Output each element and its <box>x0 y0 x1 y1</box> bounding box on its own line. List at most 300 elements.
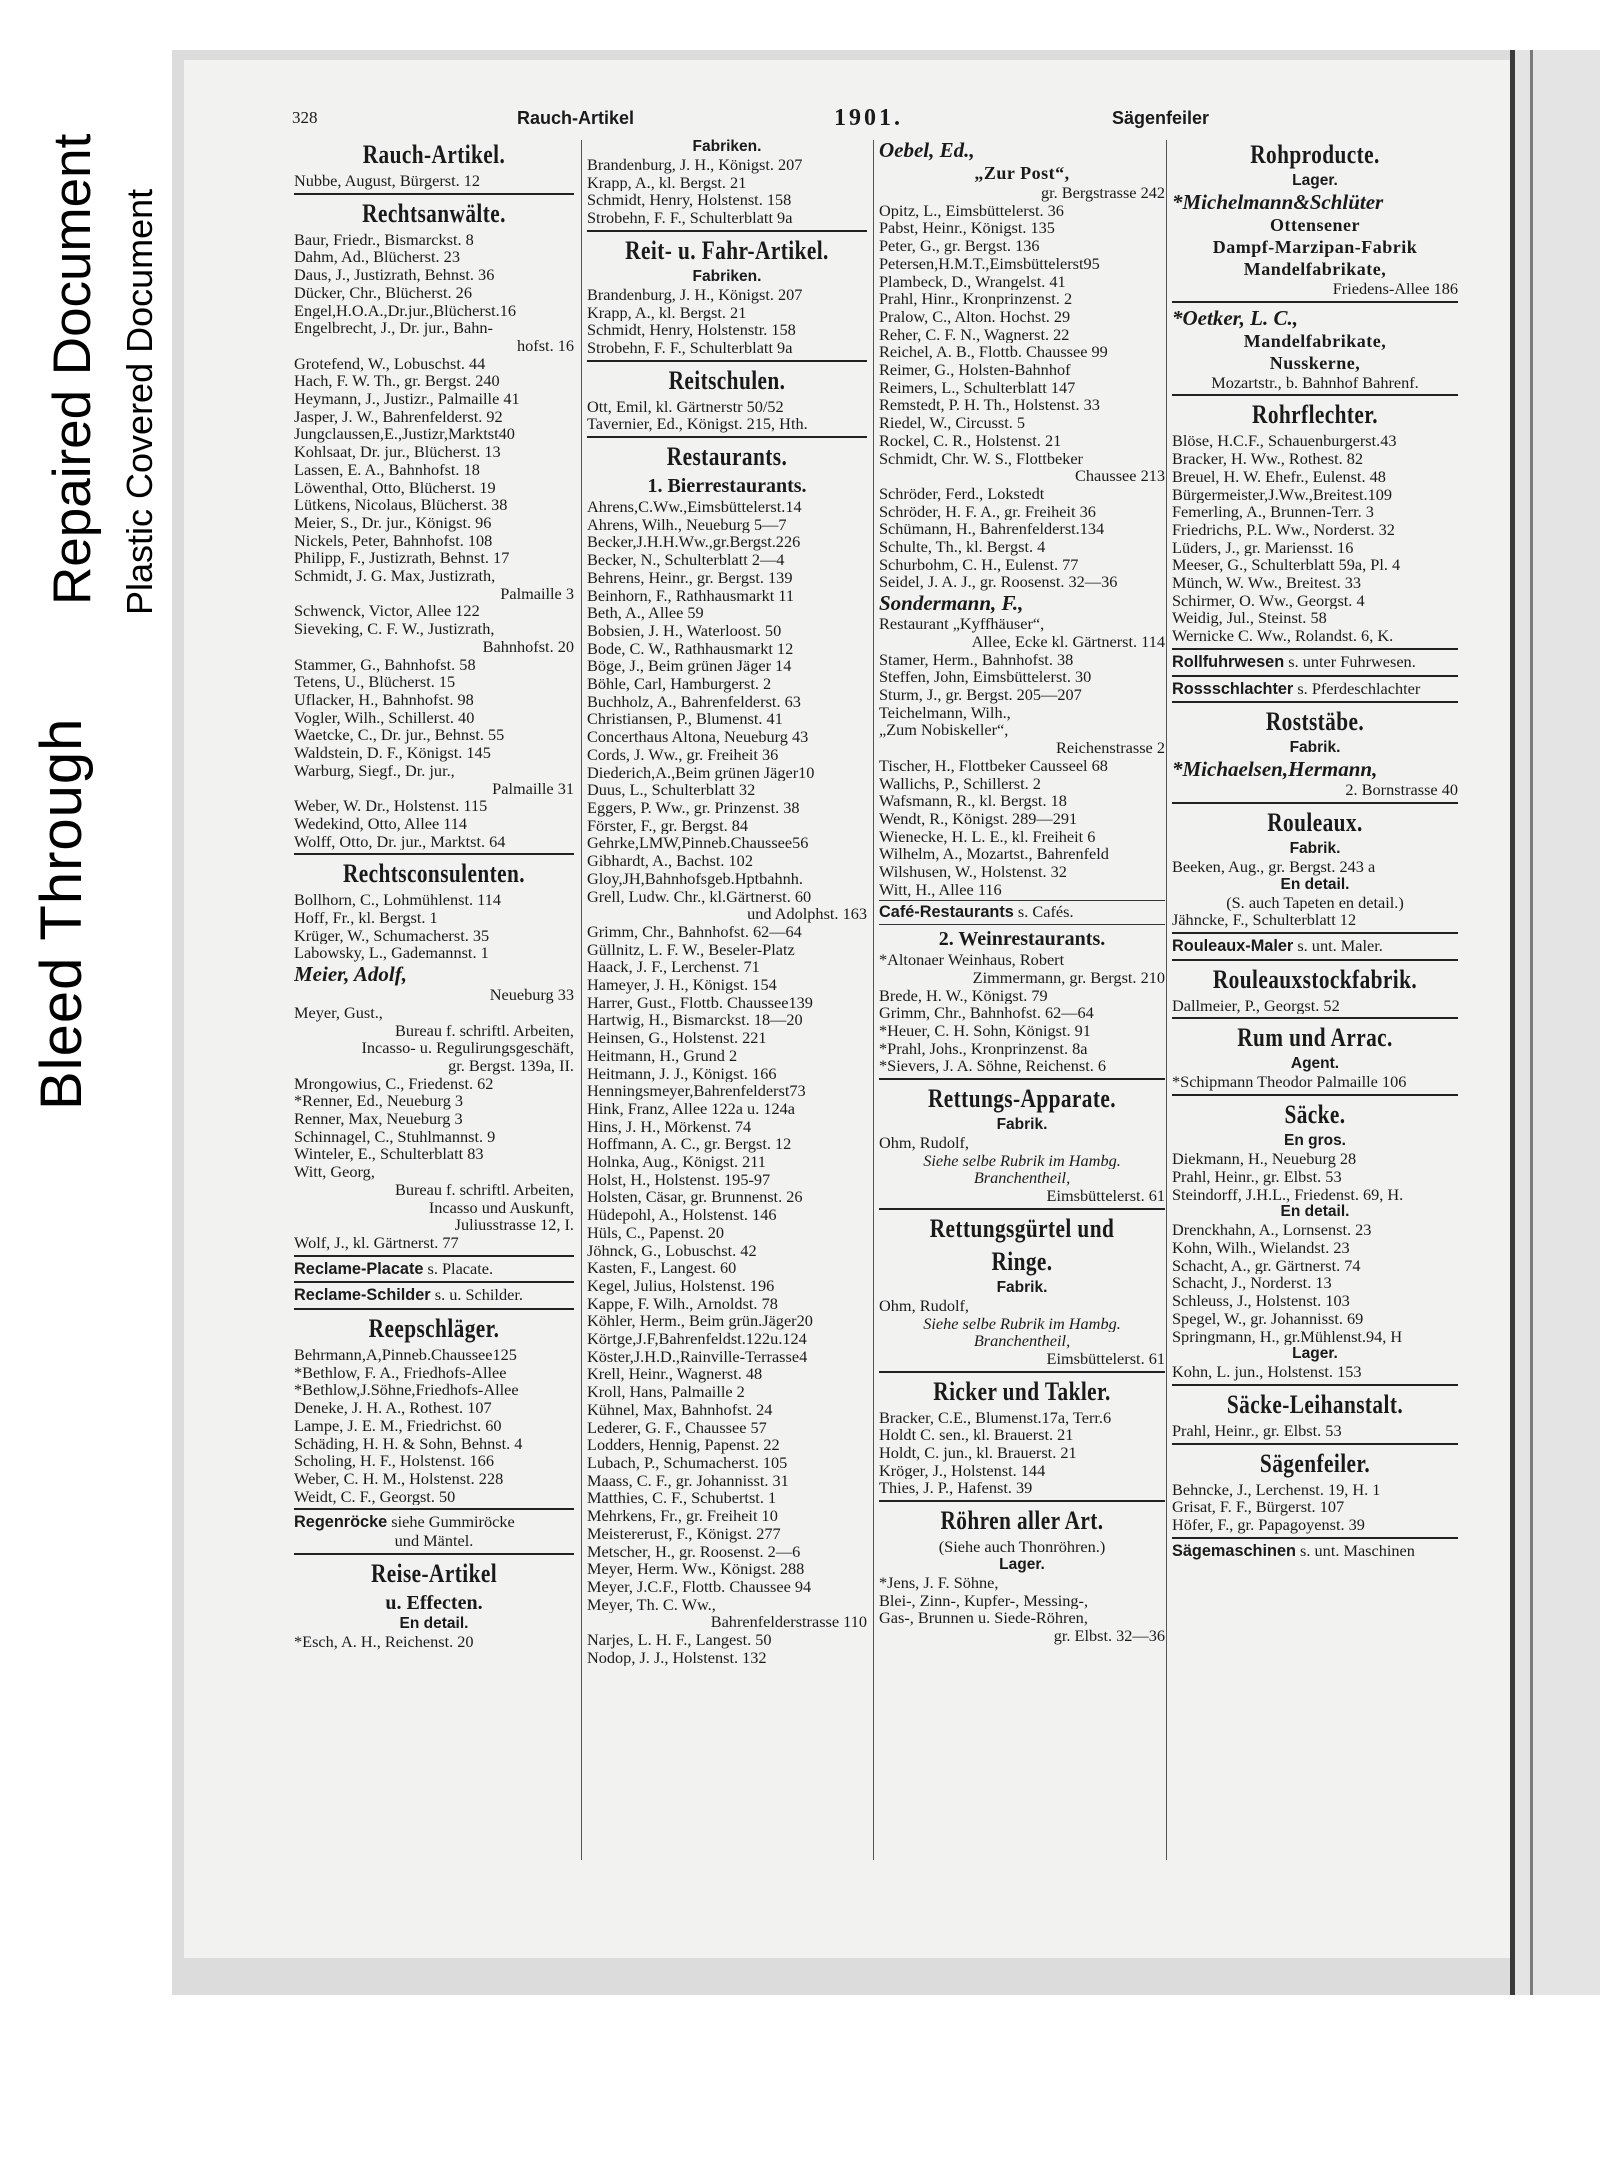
directory-entry: Matthies, C. F., Schubertst. 1 <box>587 1489 777 1508</box>
directory-entry: Krüger, W., Schumacherst. 35 <box>294 926 490 945</box>
directory-entry: Diekmann, H., Neueburg 28 <box>1172 1150 1357 1168</box>
entry-continuation: Reichenstrasse 2 <box>1056 739 1165 757</box>
section-heading: Säcke. <box>1284 1100 1346 1130</box>
centered-note: (Siehe auch Thonröhren.) <box>938 1538 1106 1556</box>
section-rule <box>587 360 867 362</box>
entry-continuation: Bureau f. schriftl. Arbeiten, <box>394 1180 574 1199</box>
directory-entry: Jöhnck, G., Lobuschst. 42 <box>587 1241 757 1260</box>
directory-entry: Grotefend, W., Lobuschst. 44 <box>294 354 486 373</box>
directory-entry: Grell, Ludw. Chr., kl.Gärtnerst. 60 <box>587 887 812 906</box>
directory-entry: Brandenburg, J. H., Königst. 207 <box>587 156 803 174</box>
directory-entry: Lampe, J. E. M., Friedrichst. 60 <box>294 1416 502 1435</box>
cross-reference <box>294 1286 574 1305</box>
section-rule <box>587 436 867 438</box>
entry-continuation: Zimmermann, gr. Bergst. 210 <box>972 968 1165 987</box>
subheading: Fabriken. <box>692 267 762 285</box>
directory-entry: Schröder, Ferd., Lokstedt <box>879 484 1045 503</box>
directory-entry: Sieveking, C. F. W., Justizrath, <box>294 620 495 638</box>
directory-entry: Witt, Georg, <box>294 1163 375 1181</box>
directory-entry: Blei-, Zinn-, Kupfer-, Messing-, <box>879 1591 1089 1610</box>
directory-entry: Bracker, C.E., Blumenst.17a, Terr.6 <box>879 1408 1112 1427</box>
featured-entry-line: Ottensener <box>1270 215 1360 235</box>
subheading: Fabrik. <box>1289 839 1341 857</box>
directory-entry: Drenckhahn, A., Lornsenst. 23 <box>1172 1221 1372 1239</box>
directory-entry: Kegel, Julius, Holstenst. 196 <box>587 1276 775 1295</box>
directory-entry: *Bethlow,J.Söhne,Friedhofs-Allee <box>294 1381 519 1400</box>
directory-entry: Jungclaussen,E.,Justizr,Marktst40 <box>294 425 515 444</box>
subheading: Fabrik. <box>996 1278 1048 1296</box>
directory-entry: Wafsmann, R., kl. Bergst. 18 <box>879 792 1067 810</box>
directory-entry: Seidel, J. A. J., gr. Roosenst. 32—36 <box>879 573 1118 592</box>
subheading: Fabriken. <box>692 138 762 155</box>
directory-entry: Narjes, L. H. F., Langest. 50 <box>587 1631 772 1649</box>
directory-entry: Diederich,A.,Beim grünen Jäger10 <box>587 763 815 782</box>
directory-entry: Köster,J.H.D.,Rainville-Terrasse4 <box>587 1347 808 1366</box>
directory-entry: *Renner, Ed., Neueburg 3 <box>294 1092 464 1111</box>
directory-entry: Beinhorn, F., Rathhausmarkt 11 <box>587 586 795 605</box>
featured-entry-name: *Oetker, L. C., <box>1172 305 1298 330</box>
page-edge <box>1510 50 1600 1995</box>
directory-entry: Weidt, C. F., Georgst. 50 <box>294 1487 456 1506</box>
directory-entry: Wedekind, Otto, Allee 114 <box>294 814 468 833</box>
section-heading: Rechtsanwälte. <box>362 198 506 228</box>
reference-term: Rossschlachter <box>1172 679 1294 698</box>
directory-entry: Lütkens, Nicolaus, Blücherst. 38 <box>294 496 508 514</box>
featured-entry-name: Meier, Adolf, <box>294 962 407 987</box>
directory-entry: Behrmann,A,Pinneb.Chaussee125 <box>294 1346 517 1364</box>
directory-entry: Stamer, Herm., Bahnhofst. 38 <box>879 650 1074 669</box>
reference-target: s. Placate. <box>423 1259 494 1278</box>
directory-entry: Breuel, H. W. Ehefr., Eulenst. 48 <box>1172 467 1386 486</box>
section-rule <box>294 1255 574 1257</box>
directory-entry: Hameyer, J. H., Königst. 154 <box>587 976 777 994</box>
directory-entry: Weber, C. H. M., Holstenst. 228 <box>294 1470 504 1488</box>
entry-continuation: gr. Elbst. 32—36 <box>1053 1627 1165 1645</box>
entry-continuation: Bahrenfelderstrasse 110 <box>710 1613 867 1632</box>
directory-entry: Becker,J.H.H.Ww.,gr.Bergst.226 <box>587 533 801 552</box>
directory-entry: Ahrens, Wilh., Neueburg 5—7 <box>587 515 787 534</box>
directory-entry: Grimm, Chr., Bahnhofst. 62—64 <box>587 922 802 941</box>
section-rule <box>1172 301 1458 303</box>
directory-entry: Böge, J., Beim grünen Jäger 14 <box>587 657 792 676</box>
directory-entry: Krell, Heinr., Wagnerst. 48 <box>587 1365 763 1384</box>
featured-entry-line: Dampf-Marzipan-Fabrik <box>1212 237 1418 257</box>
section-rule <box>1172 802 1458 804</box>
directory-entry: Reichel, A. B., Flottb. Chaussee 99 <box>879 343 1108 362</box>
section-rule <box>879 900 1165 901</box>
directory-entry: Henningsmeyer,Bahrenfelderst73 <box>587 1082 806 1100</box>
section-rule <box>879 1500 1165 1502</box>
section-heading: Ricker und Takler. <box>933 1376 1111 1406</box>
subheading: En detail. <box>1280 875 1350 893</box>
section-heading: Rum und Arrac. <box>1237 1023 1393 1053</box>
entry-continuation: Bureau f. schriftl. Arbeiten, <box>394 1021 574 1040</box>
directory-entry: Tischer, H., Flottbeker Causseel 68 <box>879 756 1108 775</box>
section-rule <box>587 230 867 232</box>
directory-entry: Wolff, Otto, Dr. jur., Marktst. 64 <box>294 832 506 851</box>
directory-entry: Haack, J. F., Lerchenst. 71 <box>587 958 760 977</box>
directory-entry: Schmidt, Chr. W. S., Flottbeker <box>879 449 1083 468</box>
directory-entry: Blöse, H.C.F., Schauenburgerst.43 <box>1172 432 1397 451</box>
section-heading: Restaurants. <box>666 442 788 472</box>
directory-entry: Engelbrecht, J., Dr. jur., Bahn- <box>294 319 493 337</box>
directory-entry: Wilhelm, A., Mozartst., Bahrenfeld <box>879 845 1109 864</box>
entry-continuation: und Adolphst. 163 <box>747 905 867 923</box>
directory-entry: Kohlsaat, Dr. jur., Blücherst. 13 <box>294 443 501 461</box>
directory-entry: Pralow, C., Alton. Hochst. 29 <box>879 307 1071 326</box>
directory-entry: Steffen, John, Eimsbüttelerst. 30 <box>879 668 1092 686</box>
column-rule <box>581 140 582 1860</box>
directory-entry: Hüdepohl, A., Holstenst. 146 <box>587 1206 777 1224</box>
cross-reference <box>294 1260 574 1279</box>
directory-entry: Mrongowius, C., Friedenst. 62 <box>294 1074 494 1093</box>
reference-target: s. unt. Maler. <box>1293 937 1383 956</box>
subheading: u. Effecten. <box>385 1591 483 1614</box>
directory-entry: Güllnitz, L. F. W., Beseler-Platz <box>587 940 795 959</box>
directory-entry: Stammer, G., Bahnhofst. 58 <box>294 655 476 674</box>
directory-entry: Lodders, Hennig, Papenst. 22 <box>587 1436 780 1454</box>
directory-entry: Kasten, F., Langest. 60 <box>587 1259 737 1277</box>
directory-entry: Nickels, Peter, Bahnhofst. 108 <box>294 531 493 550</box>
directory-entry: Plambeck, D., Wrangelst. 41 <box>879 272 1066 291</box>
directory-entry: Reher, C. F. N., Wagnerst. 22 <box>879 325 1070 344</box>
directory-entry: Wilshusen, W., Holstenst. 32 <box>879 863 1067 881</box>
section-rule <box>879 1371 1165 1373</box>
italic-note: Branchentheil, <box>973 1332 1071 1350</box>
directory-entry: Schirmer, O. Ww., Georgst. 4 <box>1172 591 1365 610</box>
directory-entry: Wendt, R., Königst. 289—291 <box>879 809 1078 828</box>
entry-continuation: Bahnhofst. 20 <box>482 637 574 656</box>
section-heading: Rauch-Artikel. <box>362 140 506 169</box>
directory-entry: Kohn, Wilh., Wielandst. 23 <box>1172 1238 1350 1257</box>
label-plastic-covered-document: Plastic Covered Document <box>119 188 160 615</box>
directory-entry: Schäding, H. H. & Sohn, Behnst. 4 <box>294 1434 523 1453</box>
directory-entry: Hins, J. H., Mörkenst. 74 <box>587 1117 752 1136</box>
directory-entry: Lederer, G. F., Chaussee 57 <box>587 1418 767 1437</box>
directory-entry: Lassen, E. A., Bahnhofst. 18 <box>294 460 480 479</box>
directory-entry: Harrer, Gust., Flottb. Chaussee139 <box>587 993 813 1012</box>
directory-entry: Schulte, Th., kl. Bergst. 4 <box>879 538 1046 556</box>
section-heading: Reit- u. Fahr-Artikel. <box>625 235 829 265</box>
directory-entry: Winteler, E., Schulterblatt 83 <box>294 1145 484 1164</box>
subheading: Lager. <box>999 1555 1045 1573</box>
directory-entry: *Sievers, J. A. Söhne, Reichenst. 6 <box>879 1057 1107 1076</box>
section-heading: Rohproducte. <box>1250 140 1380 169</box>
directory-entry: Schmidt, Henry, Holstenstr. 158 <box>587 321 796 339</box>
entry-continuation: Eimsbüttelerst. 61 <box>1046 1187 1165 1205</box>
directory-entry: *Altonaer Weinhaus, Robert <box>879 951 1065 969</box>
section-rule <box>1172 648 1458 650</box>
directory-entry: Restaurant „Kyffhäuser“, <box>879 615 1045 633</box>
side-label-strip <box>0 0 172 1995</box>
directory-entry: Opitz, L., Eimsbüttelerst. 36 <box>879 201 1064 220</box>
directory-entry: *Heuer, C. H. Sohn, Königst. 91 <box>879 1021 1091 1040</box>
reference-term: Café-Restaurants <box>879 903 1014 922</box>
directory-entry: *Jens, J. F. Söhne, <box>879 1573 999 1592</box>
cross-reference <box>1172 1542 1458 1561</box>
directory-entry: Holsten, Cäsar, gr. Brunnenst. 26 <box>587 1188 803 1207</box>
directory-entry: Hüls, C., Papenst. 20 <box>587 1223 725 1242</box>
directory-entry: Waldstein, D. F., Königst. 145 <box>294 744 491 762</box>
label-repaired-document: Repaired Document <box>43 133 102 605</box>
directory-entry: Ahrens,C.Ww.,Eimsbüttelerst.14 <box>587 498 802 516</box>
directory-entry: Grimm, Chr., Bahnhofst. 62—64 <box>879 1004 1094 1022</box>
directory-entry: Renner, Max, Neueburg 3 <box>294 1110 463 1128</box>
reference-target: s. Cafés. <box>1013 903 1074 922</box>
directory-entry: Kröger, J., Holstenst. 144 <box>879 1461 1046 1480</box>
directory-entry: Femerling, A., Brunnen-Terr. 3 <box>1172 503 1374 521</box>
section-rule <box>1172 701 1458 703</box>
entry-continuation: gr. Bergst. 139a, II. <box>448 1056 574 1075</box>
directory-entry: Behncke, J., Lerchenst. 19, H. 1 <box>1172 1480 1381 1499</box>
reference-term: Rollfuhrwesen <box>1172 652 1285 671</box>
reference-target: s. Pferdeschlachter <box>1293 679 1421 698</box>
section-rule <box>294 1308 574 1310</box>
directory-entry: *Esch, A. H., Reichenst. 20 <box>294 1632 474 1651</box>
section-heading: Rettungs-Apparate. <box>927 1084 1116 1114</box>
directory-entry: Gas-, Brunnen u. Siede-Röhren, <box>879 1609 1088 1627</box>
page-number: 328 <box>292 108 318 127</box>
reference-term: Regenröcke <box>294 1513 388 1532</box>
directory-entry: Schurbohm, C. H., Eulenst. 77 <box>879 555 1079 574</box>
directory-entry: Meyer, Herm. Ww., Königst. 288 <box>587 1560 805 1578</box>
section-rule <box>1172 1094 1458 1096</box>
directory-entry: Schümann, H., Bahrenfelderst.134 <box>879 520 1105 539</box>
directory-entry: Hink, Franz, Allee 122a u. 124a <box>587 1099 795 1118</box>
directory-entry: Metscher, H., gr. Roosenst. 2—6 <box>587 1542 801 1561</box>
directory-entry: Löwenthal, Otto, Blücherst. 19 <box>294 478 496 497</box>
featured-entry-line: Mandelfabrikate, <box>1243 330 1387 351</box>
directory-entry: Körtge,J.F,Bahrenfeldst.122u.124 <box>587 1330 807 1348</box>
reference-target: s. unter Fuhrwesen. <box>1284 652 1416 671</box>
section-heading: Reise-Artikel <box>370 1558 498 1588</box>
directory-entry: Daus, J., Justizrath, Behnst. 36 <box>294 266 495 284</box>
directory-entry: Thies, J. P., Hafenst. 39 <box>879 1479 1033 1498</box>
header-right-keyword: Sägenfeiler <box>1112 108 1210 128</box>
directory-entry: Hoff, Fr., kl. Bergst. 1 <box>294 909 438 927</box>
directory-entry: Schmidt, Henry, Holstenst. 158 <box>587 191 792 210</box>
section-heading: Rettungsgürtel und <box>929 1213 1115 1243</box>
directory-entry: Hoffmann, A. C., gr. Bergst. 12 <box>587 1135 792 1154</box>
directory-entry: Krapp, A., kl. Bergst. 21 <box>587 173 747 192</box>
reference-term: Sägemaschinen <box>1172 1541 1296 1560</box>
directory-entry: Pabst, Heinr., Königst. 135 <box>879 219 1055 238</box>
reference-term: Reclame-Placate <box>294 1259 424 1278</box>
directory-entry: Strobehn, F. F., Schulterblatt 9a <box>587 338 793 357</box>
section-heading: Roststäbe. <box>1265 707 1365 737</box>
directory-entry: Kohn, L. jun., Holstenst. 153 <box>1172 1363 1362 1381</box>
directory-entry: Hartwig, H., Bismarckst. 18—20 <box>587 1011 803 1030</box>
directory-entry: Strobehn, F. F., Schulterblatt 9a <box>587 209 793 227</box>
directory-entry: Beeken, Aug., gr. Bergst. 243 a <box>1172 857 1376 876</box>
directory-entry: Höfer, F., gr. Papagoyenst. 39 <box>1172 1516 1365 1534</box>
directory-entry: Holdt C. sen., kl. Brauerst. 21 <box>879 1426 1074 1445</box>
directory-entry: Meyer, Th. C. Ww., <box>587 1595 716 1614</box>
directory-entry: Waetcke, C., Dr. jur., Behnst. 55 <box>294 726 505 745</box>
directory-entry: Gibhardt, A., Bachst. 102 <box>587 852 753 870</box>
directory-entry: Nubbe, August, Bürgerst. 12 <box>294 172 481 190</box>
section-rule <box>1172 932 1458 934</box>
directory-entry: *Prahl, Johs., Kronprinzenst. 8a <box>879 1039 1088 1058</box>
subheading: En gros. <box>1283 1132 1346 1150</box>
directory-entry: Baur, Friedr., Bismarckst. 8 <box>294 230 474 249</box>
directory-entry: Buchholz, A., Bahrenfelderst. 63 <box>587 692 801 711</box>
entry-continuation: Neueburg 33 <box>489 986 574 1004</box>
directory-entry: Meyer, Gust., <box>294 1003 383 1022</box>
section-rule <box>294 1508 574 1510</box>
entry-continuation: Allee, Ecke kl. Gärtnerst. 114 <box>971 632 1165 651</box>
subheading: Lager. <box>1292 1345 1338 1363</box>
directory-entry: Tavernier, Ed., Königst. 215, Hth. <box>587 415 808 434</box>
directory-entry: Remstedt, P. H. Th., Holstenst. 33 <box>879 396 1100 415</box>
entry-continuation: Incasso und Auskunft, <box>428 1198 574 1217</box>
directory-entry: *Schipmann Theodor Palmaille 106 <box>1172 1073 1407 1092</box>
label-bleed-through: Bleed Through <box>29 717 94 1110</box>
featured-entry-name: *Michelmann&Schlüter <box>1172 190 1384 214</box>
italic-note: Branchentheil, <box>973 1169 1071 1188</box>
directory-entry: Köhler, Herm., Beim grün.Jäger20 <box>587 1312 813 1331</box>
directory-entry: Beth, A., Allee 59 <box>587 604 704 622</box>
subheading: Fabrik. <box>996 1116 1048 1134</box>
directory-entry: Prahl, Heinr., gr. Elbst. 53 <box>1172 1421 1342 1440</box>
directory-entry: Lüders, J., gr. Mariensst. 16 <box>1172 538 1354 557</box>
directory-entry: Jasper, J. W., Bahrenfelderst. 92 <box>294 407 503 426</box>
directory-entry: Springmann, H., gr.Mühlenst.94, H <box>1172 1327 1403 1346</box>
directory-entry: Vogler, Wilh., Schillerst. 40 <box>294 708 475 727</box>
section-rule <box>1172 1537 1458 1539</box>
section-rule <box>1172 394 1458 396</box>
directory-entry: Bobsien, J. H., Waterloost. 50 <box>587 621 782 640</box>
directory-entry: Förster, F., gr. Bergst. 84 <box>587 816 749 835</box>
directory-entry: Wolf, J., kl. Gärtnerst. 77 <box>294 1233 459 1252</box>
cross-reference <box>294 1513 574 1532</box>
header-left-keyword: Rauch-Artikel <box>517 108 635 128</box>
entry-continuation: gr. Bergstrasse 242 <box>1040 184 1165 202</box>
section-rule <box>294 853 574 855</box>
page-edge-line <box>1530 50 1533 1995</box>
directory-entry: Steindorff, J.H.L., Friedenst. 69, H. <box>1172 1185 1404 1204</box>
directory-entry: Maass, C. F., gr. Johannisst. 31 <box>587 1471 789 1490</box>
directory-entry: Prahl, Hinr., Kronprinzenst. 2 <box>879 290 1073 308</box>
entry-continuation: Incasso- u. Regulirungsgeschäft, <box>361 1039 574 1057</box>
directory-entry: Deneke, J. H. A., Rothest. 107 <box>294 1399 492 1417</box>
directory-entry: Schacht, A., gr. Gärtnerst. 74 <box>1172 1256 1361 1275</box>
cross-reference <box>1172 937 1458 956</box>
section-heading: Säcke-Leihanstalt. <box>1226 1389 1404 1419</box>
directory-entry: Reimers, L., Schulterblatt 147 <box>879 378 1076 397</box>
directory-entry: Weber, W. Dr., Holstenst. 115 <box>294 797 488 815</box>
directory-entry: Petersen,H.M.T.,Eimsbüttelerst95 <box>879 254 1100 273</box>
section-rule <box>1172 1384 1458 1386</box>
directory-entry: Becker, N., Schulterblatt 2—4 <box>587 551 785 569</box>
directory-entry: Philipp, F., Justizrath, Behnst. 17 <box>294 549 510 568</box>
directory-entry: Wernicke C. Ww., Rolandst. 6, K. <box>1172 627 1394 645</box>
directory-entry: Lubach, P., Schumacherst. 105 <box>587 1454 788 1472</box>
directory-entry: *Bethlow, F. A., Friedhofs-Allee <box>294 1363 507 1382</box>
directory-entry: Meistererust, F., Königst. 277 <box>587 1524 781 1543</box>
subheading: Agent. <box>1290 1055 1340 1073</box>
reference-target: s. u. Schilder. <box>430 1286 523 1305</box>
directory-entry: Wallichs, P., Schillerst. 2 <box>879 774 1041 793</box>
entry-continuation: Juliusstrasse 12, I. <box>454 1216 574 1234</box>
directory-entry: Schwenck, Victor, Allee 122 <box>294 602 480 621</box>
column-3 <box>879 138 1165 1645</box>
directory-entry: Schmidt, J. G. Max, Justizrath, <box>294 567 496 585</box>
subheading: 1. Bierrestaurants. <box>647 475 807 498</box>
directory-entry: Brandenburg, J. H., Königst. 207 <box>587 285 803 304</box>
section-rule <box>1172 675 1458 677</box>
entry-continuation: Palmaille 3 <box>500 584 574 603</box>
directory-entry: Duus, L., Schulterblatt 32 <box>587 781 756 799</box>
featured-entry-line: Mandelfabrikate, <box>1243 259 1387 279</box>
directory-entry: Reimer, G., Holsten-Bahnhof <box>879 361 1071 379</box>
directory-entry: Kühnel, Max, Bahnhofst. 24 <box>587 1400 773 1419</box>
featured-entry-name: *Michaelsen,Hermann, <box>1172 757 1378 782</box>
section-rule <box>294 1553 574 1555</box>
directory-entry: Scholing, H. F., Holstenst. 166 <box>294 1452 494 1470</box>
directory-entry: Böhle, Carl, Hamburgerst. 2 <box>587 675 772 693</box>
reference-target: s. unt. Maschinen <box>1295 1541 1415 1560</box>
cross-reference <box>1172 680 1458 699</box>
directory-entry: Schinnagel, C., Stuhlmannst. 9 <box>294 1127 496 1146</box>
directory-entry: Ohm, Rudolf, <box>879 1134 970 1152</box>
entry-continuation: Palmaille 31 <box>492 779 574 798</box>
directory-entry: Kroll, Hans, Palmaille 2 <box>587 1383 745 1401</box>
italic-note: Siehe selbe Rubrik im Hambg. <box>923 1151 1121 1170</box>
section-rule <box>1172 959 1458 961</box>
directory-entry: Riedel, W., Circusst. 5 <box>879 414 1026 432</box>
column-1 <box>294 138 574 1651</box>
entry-continuation: Eimsbüttelerst. 61 <box>1046 1349 1165 1368</box>
column-rule <box>873 140 874 1860</box>
directory-entry: Spegel, W., gr. Johannisst. 69 <box>1172 1309 1364 1328</box>
section-heading: Ringe. <box>991 1246 1053 1276</box>
subheading: Fabrik. <box>1289 739 1341 757</box>
directory-entry: Cords, J. Ww., gr. Freiheit 36 <box>587 745 779 764</box>
section-heading: Rouleaux. <box>1267 807 1363 837</box>
section-heading: Reitschulen. <box>668 365 786 395</box>
directory-entry: Gehrke,LMW,Pinneb.Chaussee56 <box>587 834 809 853</box>
featured-entry-line: Nusskerne, <box>1269 352 1361 373</box>
directory-entry: Meier, S., Dr. jur., Königst. 96 <box>294 513 492 532</box>
featured-entry-name: Oebel, Ed., <box>879 138 975 162</box>
centered-note: (S. auch Tapeten en detail.) <box>1226 893 1404 912</box>
entry-continuation: 2. Bornstrasse 40 <box>1345 781 1458 799</box>
directory-entry: Kappe, F. Wilh., Arnoldst. 78 <box>587 1294 778 1313</box>
section-rule <box>294 193 574 195</box>
cross-reference <box>879 903 1165 922</box>
directory-entry: Dahm, Ad., Blücherst. 23 <box>294 248 460 267</box>
directory-entry: Prahl, Heinr., gr. Elbst. 53 <box>1172 1167 1342 1186</box>
directory-entry: Warburg, Siegf., Dr. jur., <box>294 761 455 780</box>
column-rule <box>1166 140 1167 1860</box>
section-rule <box>294 1281 574 1283</box>
subheading: Lager. <box>1292 172 1338 189</box>
directory-entry: Heitmann, H., Grund 2 <box>587 1046 738 1065</box>
directory-entry: Eggers, P. Ww., gr. Prinzenst. 38 <box>587 798 800 817</box>
column-4 <box>1172 138 1458 1560</box>
directory-entry: Uflacker, H., Bahnhofst. 98 <box>294 690 474 709</box>
section-rule <box>879 924 1165 925</box>
directory-entry: Dücker, Chr., Blücherst. 26 <box>294 283 472 302</box>
directory-entry: Ohm, Rudolf, <box>879 1296 970 1315</box>
directory-entry: Tetens, U., Blücherst. 15 <box>294 673 456 691</box>
directory-entry: Behrens, Heinr., gr. Bergst. 139 <box>587 568 793 587</box>
subheading: 2. Weinrestaurants. <box>938 928 1106 951</box>
section-heading: Reepschläger. <box>368 1314 500 1344</box>
directory-entry: Holst, H., Holstenst. 195-97 <box>587 1170 771 1189</box>
directory-entry: Concerthaus Altona, Neueburg 43 <box>587 728 809 746</box>
